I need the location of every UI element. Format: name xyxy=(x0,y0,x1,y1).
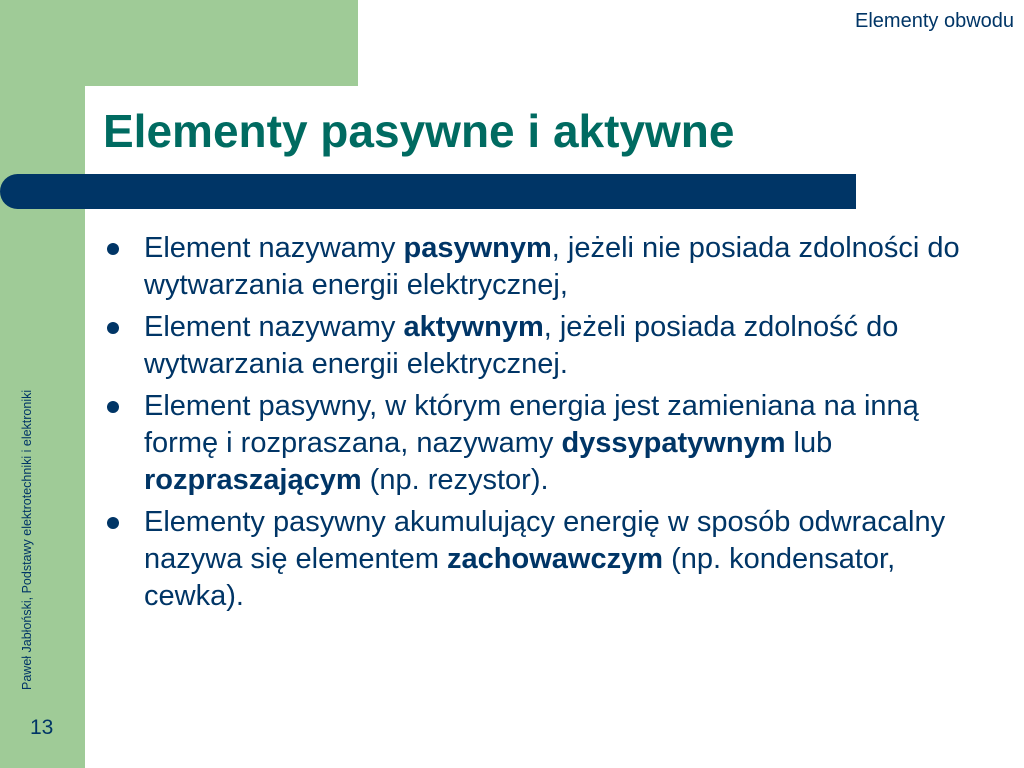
bullet-term: aktywnym xyxy=(403,311,544,343)
bullet-text: (np. kondensator, cewka). xyxy=(144,543,896,612)
bullet-icon xyxy=(107,517,119,529)
bullet-text: , jeżeli nie posiada zdolności do wytwarzania energii elektrycznej, xyxy=(144,232,960,301)
bullet-text: Element nazywamy xyxy=(144,311,404,343)
bullet-term: dyssypatywnym xyxy=(561,427,786,459)
bullet-term: pasywnym xyxy=(403,232,552,264)
slide-title: Elementy pasywne i aktywne xyxy=(103,105,735,157)
title-bar-rounded-end xyxy=(0,174,70,209)
bullet-text: (np. rezystor). xyxy=(361,464,549,496)
bullet-list xyxy=(104,230,984,620)
bullet-term: zachowawczym xyxy=(447,543,664,575)
bullet-item-dissipative xyxy=(104,388,984,499)
bullet-term: rozpraszającym xyxy=(144,464,362,496)
bullet-text: , jeżeli posiada zdolność do wytwarzania energii elektrycznej. xyxy=(144,311,899,380)
bullet-icon xyxy=(107,243,119,255)
bullet-text: lub xyxy=(785,427,833,459)
bullet-item-conservative xyxy=(104,504,984,615)
bullet-item-passive xyxy=(104,230,984,304)
bullet-text: Element nazywamy xyxy=(144,232,404,264)
bullet-text: Element pasywny, w którym energia jest zamieniana na inną formę i rozpraszana, nazywamy xyxy=(144,390,919,459)
top-green-band xyxy=(0,0,358,86)
left-green-band xyxy=(0,0,85,768)
bullet-icon xyxy=(107,322,119,334)
slide-number: 13 xyxy=(30,716,54,739)
title-underline-bar xyxy=(0,174,856,209)
bullet-item-active xyxy=(104,309,984,383)
author-course-label: Paweł Jabłoński, Podstawy elektrotechniki i elektroniki xyxy=(20,389,34,690)
bullet-text: Elementy pasywny akumulujący energię w sposób odwracalny nazywa się elementem xyxy=(144,506,946,575)
bullet-icon xyxy=(107,401,119,413)
section-header: Elementy obwodu xyxy=(855,10,1014,32)
